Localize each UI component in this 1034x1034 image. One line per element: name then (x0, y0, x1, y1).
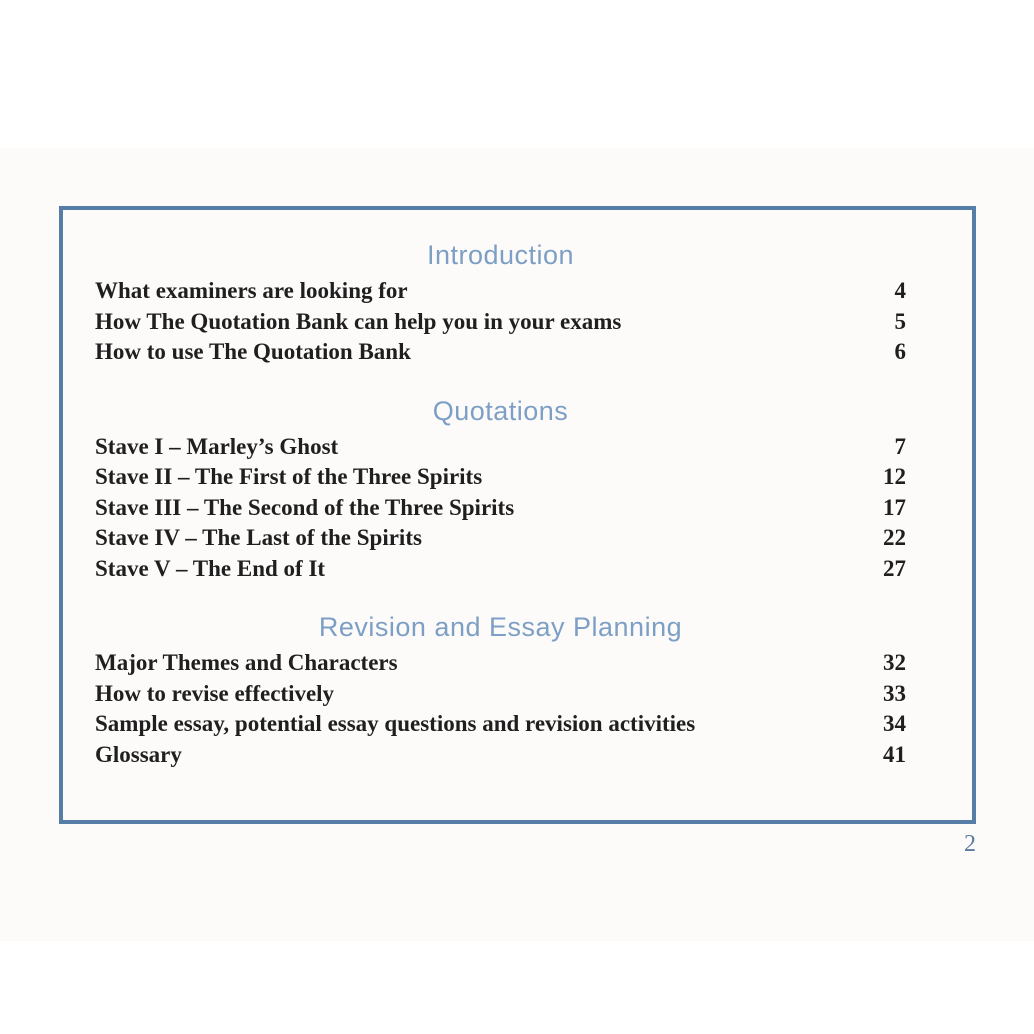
toc-section (95, 610, 906, 770)
toc-section (95, 238, 906, 368)
entry-title: Sample essay, potential essay questions and revision activities (95, 711, 696, 736)
entry-page-number: 17 (883, 494, 906, 520)
toc-row (95, 740, 906, 771)
toc-row (95, 648, 906, 679)
toc-row (95, 523, 906, 554)
entry-title: How The Quotation Bank can help you in your exams (95, 308, 622, 334)
entry-title: Stave V – The End of It (95, 555, 326, 581)
entry-page-number: 27 (883, 555, 906, 581)
toc-row (95, 709, 906, 740)
entry-page-number: 7 (894, 433, 906, 459)
toc-row (95, 493, 906, 524)
section-rows (95, 648, 906, 770)
entry-page-number: 34 (883, 711, 906, 736)
toc-row (95, 462, 906, 493)
entry-page-number: 32 (883, 650, 906, 675)
toc-row (95, 276, 906, 307)
entry-page-number: 33 (883, 680, 906, 706)
entry-page-number: 12 (883, 464, 906, 489)
toc-row (95, 337, 906, 368)
entry-title: Major Themes and Characters (95, 650, 398, 675)
entry-title: Glossary (95, 741, 182, 767)
toc-row (95, 554, 906, 585)
section-heading: Introduction (426, 240, 575, 270)
section-rows (95, 432, 906, 585)
entry-title: What examiners are looking for (95, 278, 408, 303)
toc-section (95, 394, 906, 585)
footer-page-number: 2 (964, 831, 976, 857)
table-of-contents-box (59, 206, 976, 824)
entry-page-number: 22 (883, 525, 906, 550)
section-heading: Quotations (432, 395, 569, 426)
section-rows (95, 276, 906, 368)
toc-row (95, 679, 906, 710)
entry-title: Stave III – The Second of the Three Spirits (95, 494, 515, 520)
entry-page-number: 41 (883, 741, 906, 767)
entry-title: Stave IV – The Last of the Spirits (95, 525, 422, 550)
entry-page-number: 4 (894, 278, 906, 303)
entry-page-number: 5 (894, 308, 906, 334)
entry-page-number: 6 (894, 339, 906, 364)
toc-row (95, 307, 906, 338)
section-heading: Revision and Essay Planning (318, 612, 683, 642)
entry-title: How to use The Quotation Bank (95, 339, 411, 364)
entry-title: Stave I – Marley’s Ghost (95, 433, 339, 459)
toc-row (95, 432, 906, 463)
entry-title: How to revise effectively (95, 680, 335, 706)
entry-title: Stave II – The First of the Three Spirits (95, 464, 483, 489)
toc-sections (95, 238, 906, 770)
